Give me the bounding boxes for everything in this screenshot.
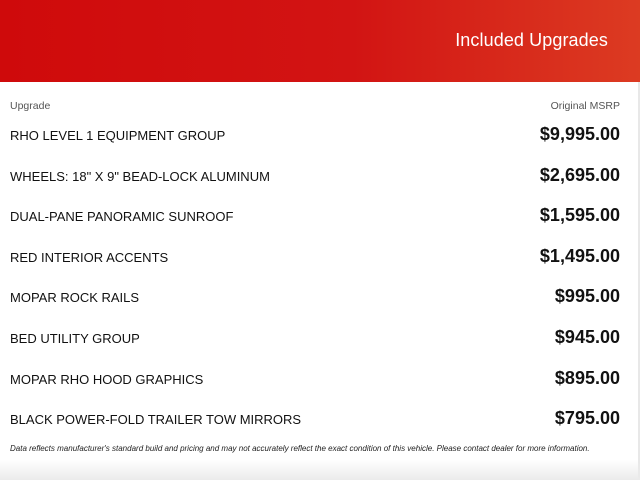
upgrade-name: BLACK POWER-FOLD TRAILER TOW MIRRORS xyxy=(10,412,302,428)
table-row xyxy=(10,238,620,279)
table-row xyxy=(10,278,620,319)
upgrade-name: BED UTILITY GROUP xyxy=(10,330,140,346)
table-row xyxy=(10,157,620,198)
upgrade-name: MOPAR RHO HOOD GRAPHICS xyxy=(10,371,204,387)
column-header-msrp: Original MSRP xyxy=(550,100,620,112)
upgrade-price: $9,995.00 xyxy=(539,124,620,144)
upgrade-price: $995.00 xyxy=(554,286,620,307)
disclaimer-text: Data reflects manufacturer's standard build and pricing and may not accurately reflect the exact condition of this vehicle. Please contact dealer for more information. xyxy=(10,444,590,453)
table-row xyxy=(10,319,620,360)
header-banner xyxy=(0,0,640,82)
upgrade-price: $895.00 xyxy=(554,367,620,388)
upgrade-price: $1,595.00 xyxy=(539,205,620,226)
table-row xyxy=(10,197,620,238)
upgrade-name: DUAL-PANE PANORAMIC SUNROOF xyxy=(10,209,234,225)
upgrade-price: $945.00 xyxy=(554,326,620,347)
upgrade-name: MOPAR ROCK RAILS xyxy=(10,290,140,306)
upgrade-price: $2,695.00 xyxy=(539,164,620,185)
table-row xyxy=(10,116,620,157)
upgrade-name: WHEELS: 18" X 9" BEAD-LOCK ALUMINUM xyxy=(10,168,270,184)
table-row xyxy=(10,400,620,441)
bottom-edge-shadow xyxy=(0,460,640,480)
table-header xyxy=(10,100,620,114)
page-title: Included Upgrades xyxy=(455,30,608,50)
upgrade-price: $1,495.00 xyxy=(539,245,620,266)
upgrade-name: RHO LEVEL 1 EQUIPMENT GROUP xyxy=(10,128,226,143)
upgrades-list xyxy=(10,116,620,441)
upgrade-name: RED INTERIOR ACCENTS xyxy=(10,249,169,265)
column-header-upgrade: Upgrade xyxy=(10,100,51,112)
table-row xyxy=(10,360,620,401)
upgrade-price: $795.00 xyxy=(554,408,620,429)
